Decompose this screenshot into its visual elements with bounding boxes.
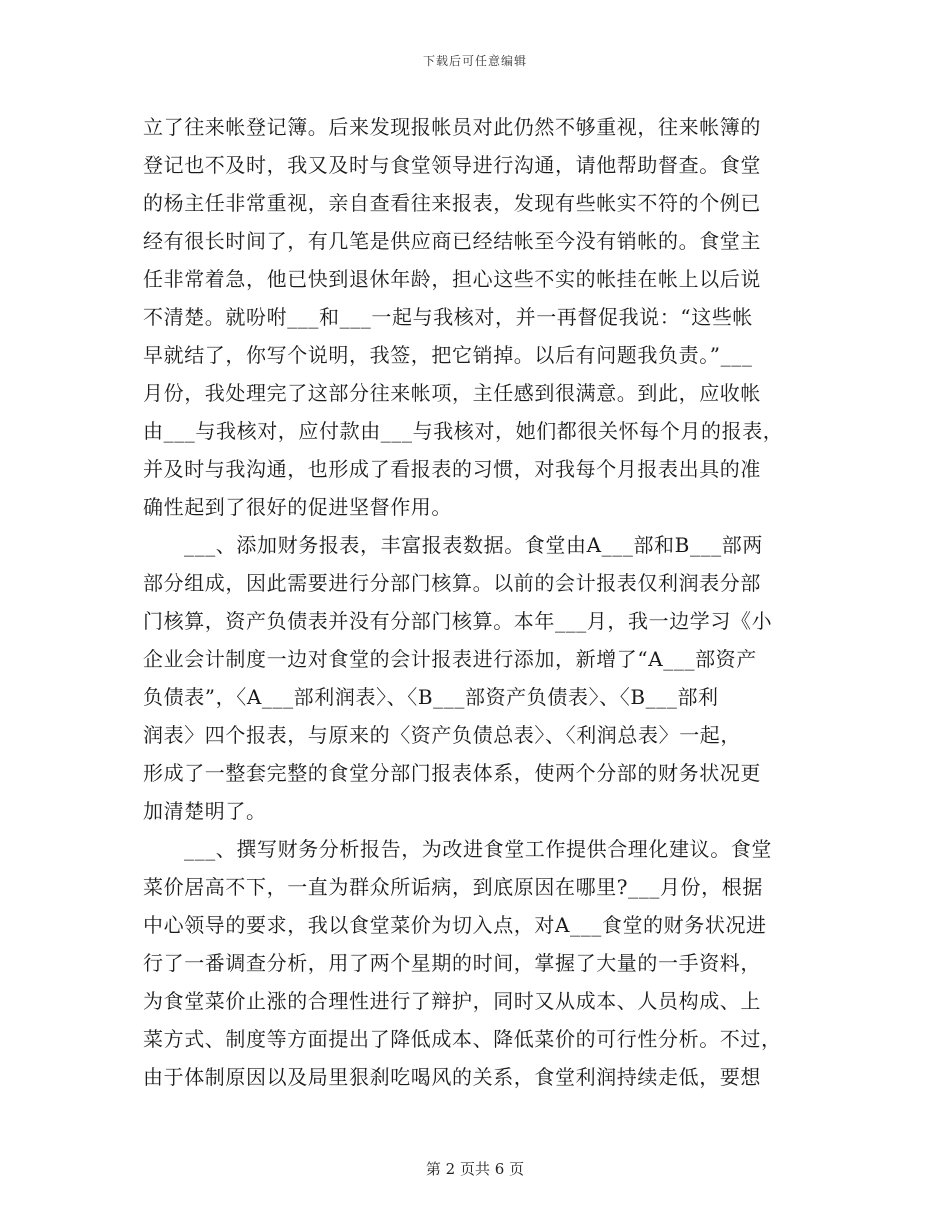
text-line: 行了一番调查分析，用了两个星期的时间，掌握了大量的一手资料， xyxy=(143,951,761,975)
text-line: 月份，我处理完了这部分往来帐项，主任感到很满意。到此，应收帐 xyxy=(143,381,761,405)
text-line: 菜方式、制度等方面提出了降低成本、降低菜价的可行性分析。不过， xyxy=(143,1027,782,1051)
text-line: ___、添加财务报表，丰富报表数据。食堂由A___部和B___部两 xyxy=(184,533,763,557)
text-line: 经有很长时间了，有几笔是供应商已经结帐至今没有销帐的。食堂主 xyxy=(143,229,761,253)
text-line: 确性起到了很好的促进坚督作用。 xyxy=(143,495,452,519)
text-line: 菜价居高不下，一直为群众所诟病，到底原因在哪里?___月份，根据 xyxy=(143,875,763,899)
text-line: 不清楚。就吩咐___和___一起与我核对，并一再督促我说：“这些帐 xyxy=(143,305,754,329)
text-line: 企业会计制度一边对食堂的会计报表进行添加，新增了“A___部资产 xyxy=(143,647,757,671)
paragraph-2 xyxy=(143,526,808,830)
text-line: 由___与我核对，应付款由___与我核对，她们都很关怀每个月的报表， xyxy=(143,419,784,443)
text-line: 由于体制原因以及局里狠刹吃喝风的关系，食堂利润持续走低，要想 xyxy=(143,1065,761,1089)
text-line: 并及时与我沟通，也形成了看报表的习惯，对我每个月报表出具的准 xyxy=(143,457,761,481)
text-line: 加清楚明了。 xyxy=(143,799,267,823)
text-line: 润表〉四个报表，与原来的〈资产负债总表〉、〈利润总表〉一起， xyxy=(143,723,741,747)
text-line: 为食堂菜价止涨的合理性进行了辩护，同时又从成本、人员构成、上 xyxy=(143,989,761,1013)
text-line: 的杨主任非常重视，亲自查看往来报表，发现有些帐实不符的个例已 xyxy=(143,191,761,215)
text-line: 形成了一整套完整的食堂分部门报表体系，使两个分部的财务状况更 xyxy=(143,761,761,785)
document-body xyxy=(143,108,808,1096)
text-line: 中心领导的要求，我以食堂菜价为切入点，对A___食堂的财务状况进 xyxy=(143,913,767,937)
text-line: 门核算，资产负债表并没有分部门核算。本年___月，我一边学习《小 xyxy=(143,609,773,633)
text-line: ___、撰写财务分析报告，为改进食堂工作提供合理化建议。食堂 xyxy=(184,837,772,861)
paragraph-3 xyxy=(143,830,808,1096)
page-footer: 第 2 页共 6 页 xyxy=(425,1160,525,1178)
text-line: 早就结了，你写个说明，我签，把它销掉。以后有问题我负责。”___ xyxy=(143,343,753,367)
text-line: 任非常着急，他已快到退休年龄，担心这些不实的帐挂在帐上以后说 xyxy=(143,267,761,291)
paragraph-1 xyxy=(143,108,808,526)
page-header: 下载后可任意编辑 xyxy=(422,54,527,68)
text-line: 立了往来帐登记簿。后来发现报帐员对此仍然不够重视，往来帐簿的 xyxy=(143,115,761,139)
text-line: 负债表”，〈A___部利润表〉、〈B___部资产负债表〉、〈B___部利 xyxy=(143,685,719,709)
text-line: 部分组成，因此需要进行分部门核算。以前的会计报表仅利润表分部 xyxy=(143,571,761,595)
text-line: 登记也不及时，我又及时与食堂领导进行沟通，请他帮助督查。食堂 xyxy=(143,153,761,177)
